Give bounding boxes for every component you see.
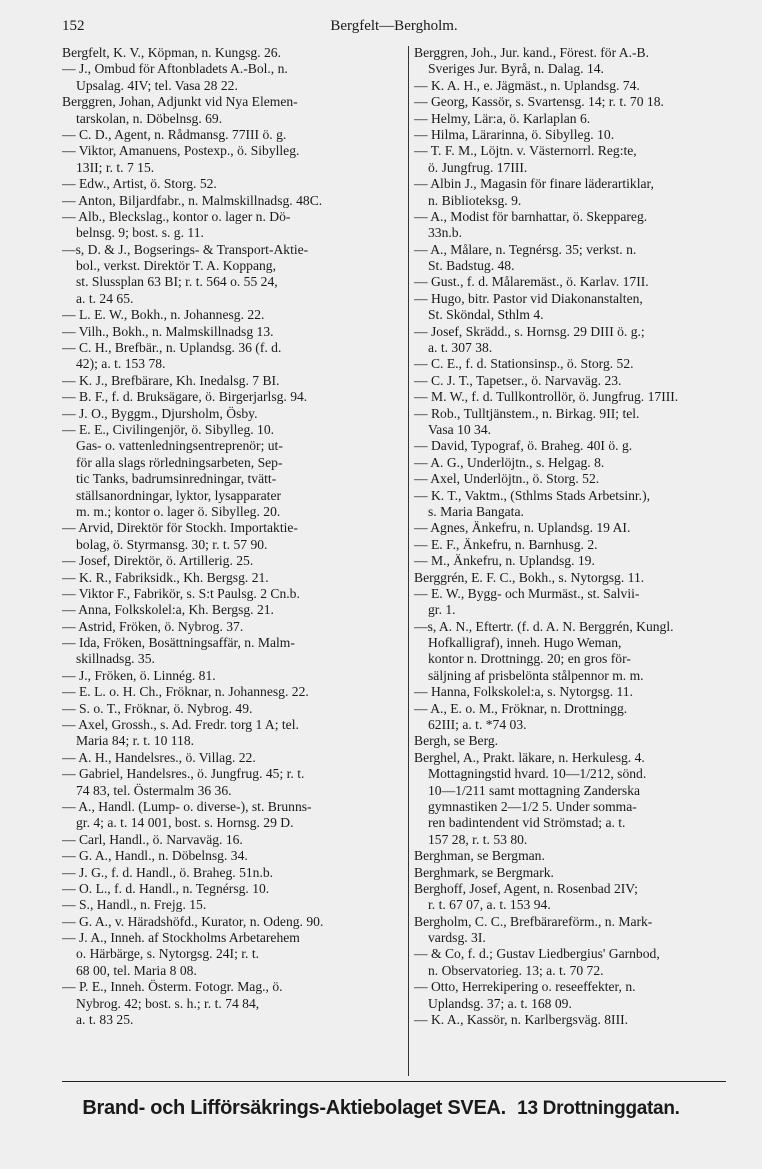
footer-rule	[62, 1081, 726, 1082]
directory-entry-line: — G. A., v. Häradshöfd., Kurator, n. Odeng. 90.	[62, 913, 324, 929]
directory-entry-line: — E. W., Bygg- och Murmäst., st. Salvii-	[414, 585, 640, 601]
directory-entry-line: — C. D., Agent, n. Rådmansg. 77III ö. g.	[62, 126, 287, 142]
column-divider	[408, 46, 409, 1076]
directory-entry-line: gymnastiken 2—1/2 5. Under somma-	[428, 798, 637, 814]
directory-entry-line: — M. W., f. d. Tullkontrollör, ö. Jungfrug. 17III.	[414, 389, 679, 405]
directory-entry-line: —s, D. & J., Bogserings- & Transport-Aktie-	[62, 241, 309, 257]
running-head: Bergfelt—Bergholm.	[330, 18, 458, 34]
directory-entry-line: st. Slussplan 63 BI; r. t. 564 o. 55 24,	[76, 274, 278, 290]
directory-entry-line: — Axel, Grossh., s. Ad. Fredr. torg 1 A; tel.	[62, 717, 299, 733]
directory-entry-line: — J. G., f. d. Handl., ö. Braheg. 51n.b.	[62, 864, 274, 880]
directory-entry-line: o. Härbärge, s. Nytorgsg. 24I; r. t.	[76, 946, 259, 962]
advert-address: 13 Drottninggatan.	[517, 1098, 680, 1119]
directory-entry-line: Berghel, A., Prakt. läkare, n. Herkulesg. 4.	[414, 749, 645, 765]
directory-entry-line: — Otto, Herrekipering o. reseeffekter, n.	[414, 979, 636, 995]
directory-entry-line: kontor n. Drottningg. 20; en gros för-	[428, 651, 631, 667]
directory-entry-line: St. Sköndal, Sthlm 4.	[428, 307, 544, 323]
directory-entry-line: — A., E. o. M., Fröknar, n. Drottningg.	[414, 700, 628, 716]
directory-entry-line: — & Co, f. d.; Gustav Liedbergius' Garnbod,	[414, 946, 660, 962]
directory-entry-line: — Viktor F., Fabrikör, s. S:t Paulsg. 2 Cn.b.	[62, 585, 300, 601]
directory-entry-line: — C. E., f. d. Stationsinsp., ö. Storg. 52.	[414, 356, 634, 372]
directory-entry-line: Berggren, Joh., Jur. kand., Förest. för A.-B.	[414, 45, 649, 60]
directory-entry-line: tarskolan, n. Döbelnsg. 69.	[76, 110, 223, 126]
directory-entry-line: — A., Målare, n. Tegnérsg. 35; verkst. n.	[414, 241, 637, 257]
directory-entry-line: — A., Handl. (Lump- o. diverse-), st. Brunns-	[62, 798, 312, 814]
directory-entry-line: vardsg. 3I.	[428, 930, 486, 946]
directory-entry-line: s. Maria Bangata.	[428, 503, 524, 519]
directory-entry-line: — A. G., Underlöjtn., s. Helgag. 8.	[414, 454, 605, 470]
directory-entry-line: gr. 1.	[428, 602, 456, 618]
directory-entry-line: — P. E., Inneh. Österm. Fotogr. Mag., ö.	[62, 979, 283, 995]
directory-entry-line: Vasa 10 34.	[428, 421, 492, 437]
directory-entry-line: n. Observatorieg. 13; a. t. 70 72.	[428, 962, 604, 978]
directory-entry-line: bol., verkst. Direktör T. A. Koppang,	[76, 258, 276, 274]
directory-entry-line: Sveriges Jur. Byrå, n. Dalag. 14.	[428, 61, 604, 77]
directory-entry-line: — Carl, Handl., ö. Narvaväg. 16.	[62, 831, 243, 847]
directory-entry-line: — Hanna, Folkskolel:a, s. Nytorgsg. 11.	[414, 684, 633, 700]
directory-entry-line: belnsg. 9; bost. s. g. 11.	[76, 225, 204, 241]
left-column	[62, 45, 404, 1028]
directory-entry-line: — Alb., Bleckslag., kontor o. lager n. Dö-	[62, 208, 291, 224]
directory-entry-line: a. t. 83 25.	[76, 1012, 134, 1028]
directory-entry-line: 68 00, tel. Maria 8 08.	[76, 962, 197, 978]
directory-entry-line: ö. Jungfrug. 17III.	[428, 159, 528, 175]
directory-entry-line: Gas- o. vattenledningsentreprenör; ut-	[76, 438, 283, 454]
directory-entry-line: — Astrid, Fröken, ö. Nybrog. 37.	[62, 618, 244, 634]
directory-entry-line: — David, Typograf, ö. Braheg. 40I ö. g.	[414, 438, 633, 454]
directory-entry-line: — L. E. W., Bokh., n. Johannesg. 22.	[62, 307, 265, 323]
directory-entry-line: Hofkalligraf), inneh. Hugo Weman,	[428, 635, 622, 651]
directory-entry-line: — E. F., Änkefru, n. Barnhusg. 2.	[414, 536, 598, 552]
directory-entry-line: m. m.; kontor o. lager ö. Sibylleg. 20.	[76, 503, 281, 519]
directory-entry-line: tic Tanks, badrumsinredningar, tvätt-	[76, 471, 277, 487]
directory-entry-line: — Ida, Fröken, Bosättningsaffär, n. Malm-	[62, 635, 295, 651]
directory-entry-line: — S. o. T., Fröknar, ö. Nybrog. 49.	[62, 700, 253, 716]
directory-entry-line: — A. H., Handelsres., ö. Villag. 22.	[62, 749, 256, 765]
directory-entry-line: — Vilh., Bokh., n. Malmskillnadsg 13.	[62, 323, 274, 339]
directory-entry-line: — K. A., Kassör, n. Karlbergsväg. 8III.	[414, 1012, 629, 1028]
directory-entry-line: — J., Fröken, ö. Linnég. 81.	[62, 667, 216, 683]
directory-entry-line: 157 28, r. t. 53 80.	[428, 831, 528, 847]
directory-entry-line: — J. A., Inneh. af Stockholms Arbetarehem	[62, 930, 300, 946]
directory-entry-line: Bergholm, C. C., Brefbärareförm., n. Mark-	[414, 913, 653, 929]
directory-entry-line: — O. L., f. d. Handl., n. Tegnérsg. 10.	[62, 880, 270, 896]
directory-entry-line: — T. F. M., Löjtn. v. Västernorrl. Reg:te,	[414, 143, 637, 159]
directory-entry-line: — S., Handl., n. Frejg. 15.	[62, 897, 207, 913]
directory-entry-line: St. Badstug. 48.	[428, 258, 515, 274]
footer-advertisement	[0, 1097, 762, 1120]
directory-entry-line: — J., Ombud för Aftonbladets A.-Bol., n.	[62, 61, 288, 77]
directory-entry-line: Mottagningstid hvard. 10—1/212, sönd.	[428, 766, 647, 782]
directory-entry-line: —s, A. N., Eftertr. (f. d. A. N. Berggrén, Kungl.	[414, 618, 674, 634]
directory-entry-line: — Helmy, Lär:a, ö. Karlaplan 6.	[414, 110, 591, 126]
directory-entry-line: — G. A., Handl., n. Döbelnsg. 34.	[62, 848, 248, 864]
directory-entry-line: — C. J. T., Tapetser., ö. Narvaväg. 23.	[414, 372, 622, 388]
directory-entry-line: — Josef, Direktör, ö. Artillerig. 25.	[62, 553, 254, 569]
directory-entry-line: — A., Modist för barnhattar, ö. Skeppareg.	[414, 208, 648, 224]
directory-entry-line: 42); a. t. 153 78.	[76, 356, 166, 372]
directory-entry-line: — J. O., Byggm., Djursholm, Ösby.	[62, 405, 258, 421]
directory-entry-line: Bergfelt, K. V., Köpman, n. Kungsg. 26.	[62, 45, 282, 60]
directory-entry-line: Maria 84; r. t. 10 118.	[76, 733, 195, 749]
right-column	[414, 45, 746, 1028]
directory-entry-line: Berggrén, E. F. C., Bokh., s. Nytorgsg. 11.	[414, 569, 645, 585]
directory-entry-line: n. Biblioteksg. 9.	[428, 192, 522, 208]
directory-entry-line: — Viktor, Amanuens, Postexp., ö. Sibylleg.	[62, 143, 300, 159]
directory-entry-line: Berghman, se Bergman.	[414, 848, 545, 864]
directory-entry-line: — Gust., f. d. Målaremäst., ö. Karlav. 17II.	[414, 274, 649, 290]
directory-entry-line: — E. L. o. H. Ch., Fröknar, n. Johannesg. 22.	[62, 684, 309, 700]
directory-entry-line: — Josef, Skrädd., s. Hornsg. 29 DIII ö. g.;	[414, 323, 645, 339]
directory-entry-line: Uplandsg. 37; a. t. 168 09.	[428, 995, 572, 1011]
directory-entry-line: a. t. 24 65.	[76, 290, 134, 306]
directory-entry-line: gr. 4; a. t. 14 001, bost. s. Hornsg. 29 D.	[76, 815, 294, 831]
directory-entry-line: — Rob., Tulltjänstem., n. Birkag. 9II; tel.	[414, 405, 640, 421]
directory-entry-line: Bergh, se Berg.	[414, 733, 499, 749]
directory-entry-line: 13II; r. t. 7 15.	[76, 159, 155, 175]
directory-entry-line: — K. R., Fabriksidk., Kh. Bergsg. 21.	[62, 569, 269, 585]
directory-entry-line: för alla slags rörledningsarbeten, Sep-	[76, 454, 283, 470]
directory-entry-line: — Hilma, Lärarinna, ö. Sibylleg. 10.	[414, 126, 615, 142]
page-number: 152	[62, 18, 85, 34]
directory-entry-line: — Albin J., Magasin för finare läderartiklar,	[414, 176, 654, 192]
directory-entry-line: — K. J., Brefbärare, Kh. Inedalsg. 7 BI.	[62, 372, 280, 388]
directory-entry-line: — Georg, Kassör, s. Svartensg. 14; r. t. 70 18.	[414, 94, 664, 110]
directory-entry-line: — Gabriel, Handelsres., ö. Jungfrug. 45; r. t.	[62, 766, 305, 782]
directory-entry-line: — M., Änkefru, n. Uplandsg. 19.	[414, 553, 595, 569]
directory-entry-line: — B. F., f. d. Bruksägare, ö. Birgerjarlsg. 94.	[62, 389, 308, 405]
directory-entry-line: — K. T., Vaktm., (Sthlms Stads Arbetsinr.),	[414, 487, 651, 503]
directory-entry-line: bolag, ö. Styrmansg. 30; r. t. 57 90.	[76, 536, 268, 552]
directory-entry-line: ren badintendent vid Strömstad; a. t.	[428, 815, 626, 831]
directory-entry-line: — Arvid, Direktör för Stockh. Importaktie-	[62, 520, 298, 536]
directory-entry-line: Upsalag. 4IV; tel. Vasa 28 22.	[76, 77, 238, 93]
directory-entry-line: — Hugo, bitr. Pastor vid Diakonanstalten,	[414, 290, 643, 306]
directory-entry-line: Berghmark, se Bergmark.	[414, 864, 554, 880]
directory-entry-line: — C. H., Brefbär., n. Uplandsg. 36 (f. d.	[62, 340, 282, 356]
directory-entry-line: säljning af prisbelönta stålpennor m. m.	[428, 667, 644, 683]
directory-entry-line: — Agnes, Änkefru, n. Uplandsg. 19 AI.	[414, 520, 631, 536]
directory-entry-line: 10—1/211 samt mottagning Zanderska	[428, 782, 641, 798]
directory-entry-line: — Anna, Folkskolel:a, Kh. Bergsg. 21.	[62, 602, 274, 618]
directory-entry-line: — K. A. H., e. Jägmäst., n. Uplandsg. 74.	[414, 77, 640, 93]
directory-entry-line: 33n.b.	[428, 225, 462, 241]
directory-entry-line: — Axel, Underlöjtn., ö. Storg. 52.	[414, 471, 600, 487]
directory-entry-line: skillnadsg. 35.	[76, 651, 155, 667]
page-header	[62, 18, 726, 38]
directory-entry-line: Berggren, Johan, Adjunkt vid Nya Elemen-	[62, 94, 298, 110]
directory-entry-line: Berghoff, Josef, Agent, n. Rosenbad 2IV;	[414, 880, 638, 896]
directory-entry-line: 62III; a. t. *74 03.	[428, 717, 527, 733]
advert-company: Brand- och Lifförsäkrings-Aktiebolaget SVEA.	[82, 1097, 506, 1119]
directory-entry-line: 74 83, tel. Östermalm 36 36.	[76, 782, 232, 798]
directory-entry-line: — Anton, Biljardfabr., n. Malmskillnadsg. 48C.	[62, 192, 323, 208]
directory-entry-line: — Edw., Artist, ö. Storg. 52.	[62, 176, 217, 192]
directory-entry-line: r. t. 67 07, a. t. 153 94.	[428, 897, 551, 913]
directory-entry-line: — E. E., Civilingenjör, ö. Sibylleg. 10.	[62, 421, 275, 437]
directory-entry-line: ställsanordningar, lyktor, lysapparater	[76, 487, 282, 503]
directory-entry-line: Nybrog. 42; bost. s. h.; r. t. 74 84,	[76, 995, 260, 1011]
directory-entry-line: a. t. 307 38.	[428, 340, 493, 356]
